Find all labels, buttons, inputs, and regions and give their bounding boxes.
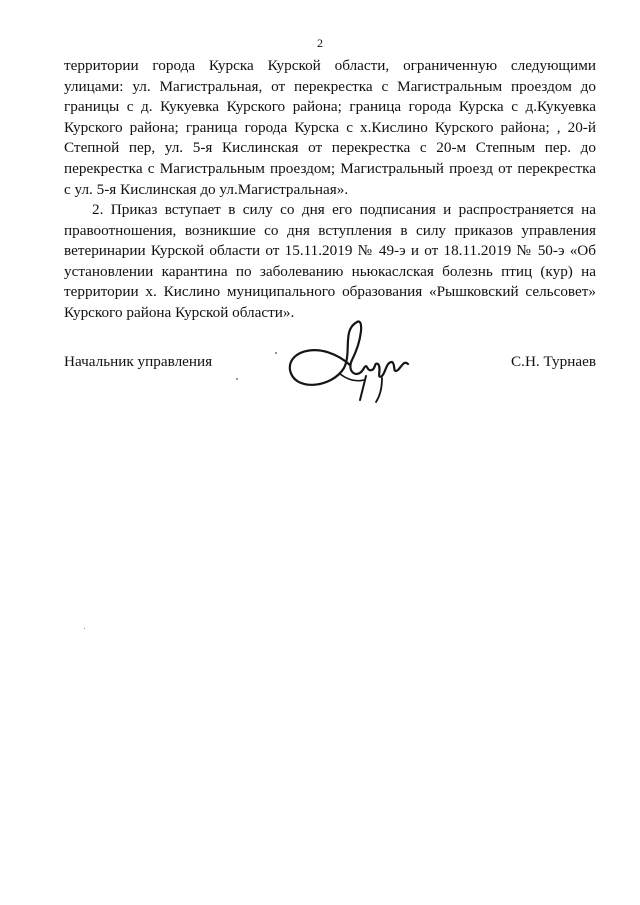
- scan-speck: [236, 378, 238, 380]
- signatory-role: Начальник управления: [64, 353, 213, 370]
- handwritten-signature: [282, 310, 422, 410]
- signatory-name: С.Н. Турнаев: [511, 353, 596, 370]
- paragraph-continuation: территории города Курска Курской области, ограниченную следующими улицами: ул. Магистральная, от перекрестка с Магистральным проездом до границы с д. Кукуевка Курского района; граница города Курска с д.Кукуевка Курского района; граница города Курска с х.Кислино Курского района; , 20-й Степной пер, ул. 5-я Кислинская от перекрестка с 20-м Степным пер. до перекрестка с Магистральным проездом; Магистральный проезд от перекрестка с ул. 5-я Кислинская до ул.Магистральная».: [64, 57, 596, 198]
- paragraph-2: 2. Приказ вступает в силу со дня его подписания и распространяется на правоотношения, возникшие со дня вступления в силу приказов управления ветеринарии Курской области от 15.11.2019 № 49-э и от 18.11.2019 № 50-э «Об установлении карантина по заболеванию ньюкаслская болезнь птиц (кур) на территории х. Кислино муниципального образования «Рышковский сельсовет» Курского района Курской области».: [64, 201, 596, 321]
- scan-speck: [84, 628, 85, 629]
- page-number: 2: [317, 36, 323, 50]
- scan-speck: [275, 352, 277, 354]
